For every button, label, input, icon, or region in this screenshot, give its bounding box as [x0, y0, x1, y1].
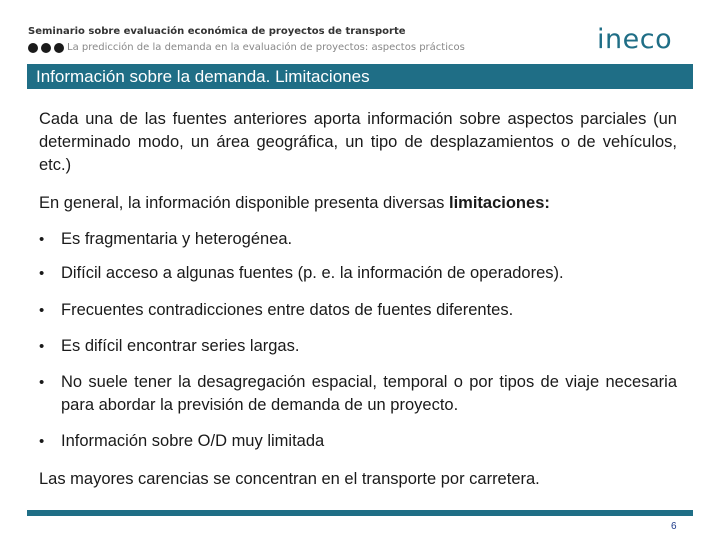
presentation-subtitle: La predicción de la demanda en la evaluación de proyectos: aspectos prácticos: [67, 42, 465, 53]
list-item: [39, 228, 677, 251]
list-item-text: Difícil acceso a algunas fuentes (p. e. la información de operadores).: [61, 264, 564, 282]
list-item-text: Información sobre O/D muy limitada: [61, 432, 325, 450]
limitations-emphasis: limitaciones:: [449, 194, 550, 212]
list-item-text: Frecuentes contradicciones entre datos de fuentes diferentes.: [61, 301, 514, 319]
list-item: [39, 299, 677, 322]
list-item: [39, 430, 677, 453]
footer-bar: [27, 510, 693, 516]
list-item: [39, 335, 677, 358]
list-item: [39, 371, 677, 417]
list-item-text: No suele tener la desagregación espacial, temporal o por tipos de viaje necesaria para abordar la previsión de demanda de un proyecto.: [61, 373, 677, 414]
dot-icon: [54, 43, 64, 53]
bullet-icon: •: [39, 265, 45, 282]
bullet-icon: •: [39, 231, 45, 248]
page-number: 6: [671, 521, 677, 532]
dot-icon: [41, 43, 51, 53]
intro-paragraph: Cada una de las fuentes anteriores aporta información sobre aspectos parciales (un determinado modo, un área geográfica, un tipo de desplazamientos o de vehículos, etc.): [39, 110, 677, 174]
presentation-title: Seminario sobre evaluación económica de proyectos de transporte: [28, 26, 406, 37]
decorative-dots: [28, 43, 64, 53]
limitations-intro-text: En general, la información disponible presenta diversas: [39, 194, 449, 212]
slide-heading: Información sobre la demanda. Limitaciones: [27, 64, 693, 89]
bullet-icon: •: [39, 374, 45, 391]
ineco-logo: ineco: [597, 24, 673, 55]
limitations-intro: [39, 193, 677, 213]
bullet-icon: •: [39, 433, 45, 450]
conclusion-paragraph: Las mayores carencias se concentran en el transporte por carretera.: [39, 470, 540, 488]
list-item-text: Es fragmentaria y heterogénea.: [61, 230, 293, 248]
list-item: [39, 262, 677, 285]
dot-icon: [28, 43, 38, 53]
bullet-icon: •: [39, 302, 45, 319]
list-item-text: Es difícil encontrar series largas.: [61, 337, 300, 355]
bullet-icon: •: [39, 338, 45, 355]
